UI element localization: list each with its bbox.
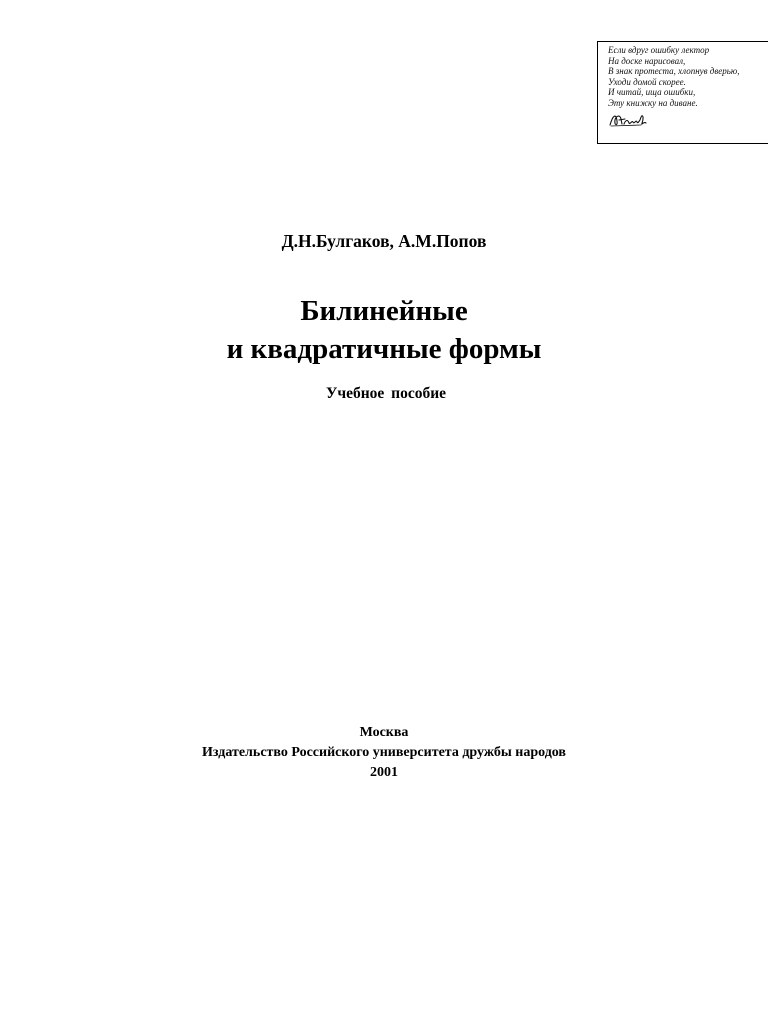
epigraph-line: Если вдруг ошибку лектор [608, 45, 710, 55]
imprint [0, 723, 768, 783]
book-title [0, 292, 768, 368]
handwritten-signature [608, 111, 648, 129]
authors: Д.Н.Булгаков, А.М.Попов [281, 231, 487, 251]
imprint-year: 2001 [370, 765, 398, 780]
epigraph-line: Эту книжку на диване. [608, 97, 698, 108]
epigraph-line: Уходи домой скорее. [608, 76, 686, 87]
imprint-city: Москва [359, 725, 409, 740]
epigraph-line: В знак протеста, хлопнув дверью, [608, 66, 740, 77]
book-title-line-1: Билинейные [300, 295, 468, 327]
epigraph-line: На доске нарисовал, [608, 55, 686, 66]
epigraph-line: И читай, ища ошибки, [608, 87, 696, 98]
book-subtitle: Учебное пособие [325, 385, 447, 402]
epigraph-box [597, 41, 768, 144]
book-title-line-2: и квадратичные формы [226, 333, 542, 365]
imprint-publisher: Издательство Российского университета дружбы народов [201, 745, 566, 760]
